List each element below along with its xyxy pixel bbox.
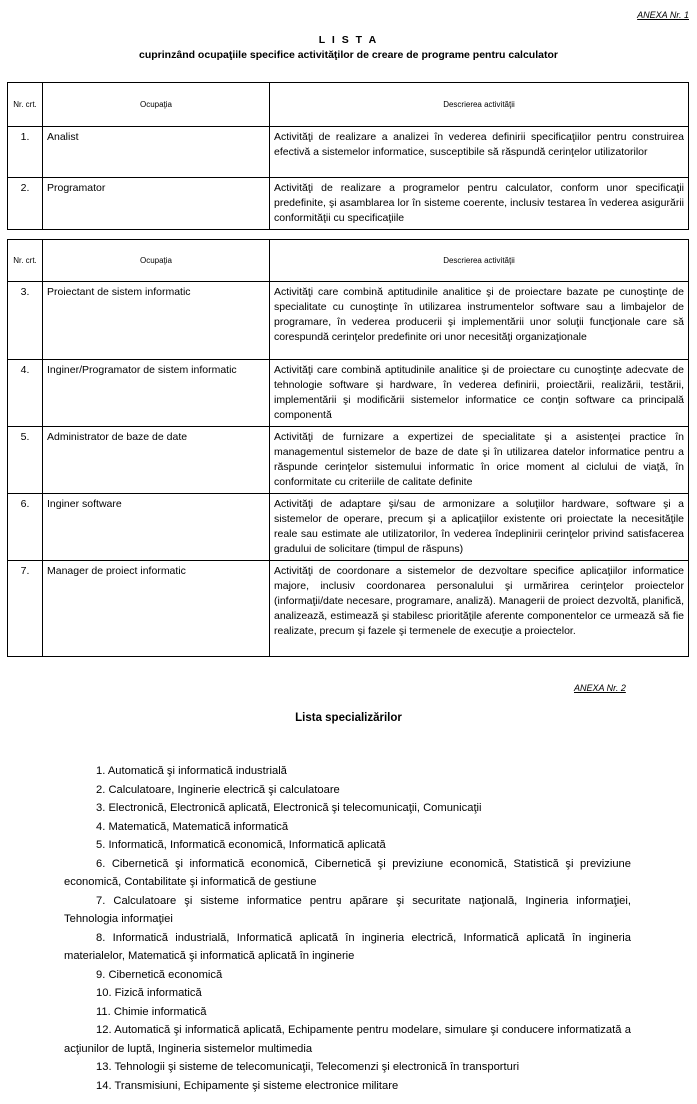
list-item: 5. Informatică, Informatică economică, Informatică aplicată [96, 839, 386, 851]
row-ocupatia: Proiectant de sistem informatic [43, 282, 270, 360]
row-nr: 1. [8, 127, 43, 178]
occupations-table-2 [7, 239, 689, 657]
list-item: 13. Tehnologii şi sisteme de telecomunicaţii, Telecomenzi şi electronică în transporturi [96, 1061, 520, 1073]
row-ocupatia: Administrator de baze de date [43, 427, 270, 494]
header-descriere: Descrierea activităţii [270, 83, 689, 127]
row-descriere: Activităţi care combină aptitudinile analitice şi de proiectare cu cunoştinţe adecvate de tehnologie software şi hardware, în vederea definirii, proiectării, realizării, testării, implementării şi modificării sistemelor informatice ce conţin software ca principală componentă [270, 360, 689, 427]
list-item: 11. Chimie informatică [96, 1005, 207, 1018]
list-title: L I S T A [318, 34, 379, 46]
table-row [8, 178, 689, 230]
row-ocupatia: Inginer/Programator de sistem informatic [43, 360, 270, 427]
row-descriere: Activităţi care combină aptitudinile analitice şi de proiectare bazate pe cunoştinţe de specialitate cu cunoştinţe în utilizarea instrumentelor software sau a limbajelor de programare, în vederea producerii şi implementării unor soluţii funcţionale care să corespundă cerinţelor predefinite ori unor necesităţi organizaţionale [270, 282, 689, 360]
list-item: 12. Automatică şi informatică aplicată, Echipamente pentru modelare, simulare şi conducere informatizată a acţiunilor de luptă, Ingineria sistemelor multimedia [64, 1024, 631, 1055]
row-nr: 7. [8, 561, 43, 657]
header-nr: Nr. crt. [8, 240, 43, 282]
list-item: 1. Automatică şi informatică industrială [96, 765, 287, 777]
row-ocupatia: Analist [43, 127, 270, 178]
header-nr: Nr. crt. [8, 83, 43, 127]
row-descriere: Activităţi de realizare a programelor pentru calculator, conform unor specificaţii predefinite, şi asamblarea lor în sisteme coerente, inclusiv testarea în vederea asigurării conformităţii cu specificaţiile [270, 178, 689, 230]
table-row [8, 282, 689, 360]
row-nr: 6. [8, 494, 43, 561]
table-row [8, 561, 689, 657]
list-item: 8. Informatică industrială, Informatică aplicată în ingineria electrică, Informatică aplicată în ingineria materialelor, Matematică şi informatică aplicată în inginerie [64, 931, 631, 962]
row-nr: 3. [8, 282, 43, 360]
table-row [8, 360, 689, 427]
header-ocupatia: Ocupaţia [43, 83, 270, 127]
annex-1-label: ANEXA Nr. 1 [637, 10, 689, 20]
header-descriere: Descrierea activităţii [270, 240, 689, 282]
list-item: 3. Electronică, Electronică aplicată, Electronică şi telecomunicaţii, Comunicaţii [96, 802, 482, 814]
row-descriere: Activităţi de realizare a analizei în vederea definirii specificaţiilor pentru construirea efectivă a sistemelor informatice, susceptibile să răspundă cerinţelor utilizatorilor [270, 127, 689, 178]
table-row [8, 127, 689, 178]
row-descriere: Activităţi de adaptare şi/sau de armonizare a soluţiilor hardware, software şi a sistemelor de operare, precum şi a aplicaţiilor existente ori proiectate la necesităţile reale sau estimate ale utilizatorilor, în vederea îndeplinirii cerinţelor privind satisfacerea gradului de solicitare (timpul de răspuns) [270, 494, 689, 561]
list-item: 10. Fizică informatică [96, 987, 202, 999]
row-ocupatia: Manager de proiect informatic [43, 561, 270, 657]
specializations-list [64, 762, 631, 1095]
list-item: 6. Cibernetică şi informatică economică, Cibernetică şi previziune economică, Statistică şi previziune economică, Contabilitate şi informatică de gestiune [64, 857, 631, 888]
row-descriere: Activităţi de coordonare a sistemelor de dezvoltare specifice aplicaţiilor informatice majore, inclusiv coordonarea personalului şi urmărirea cerinţelor proiectelor (informaţii/date necesare, programare, analiză). Managerii de proiect dezvoltă, planifică, analizează, estimează şi stabilesc priorităţile aferente componentelor ce urmează să fie realizate, precum şi fazele şi termenele de execuţie a proiectelor. [270, 561, 689, 657]
row-ocupatia: Programator [43, 178, 270, 230]
table-row [8, 494, 689, 561]
list-item: 7. Calculatoare şi sisteme informatice pentru apărare şi securitate naţională, Ingineria informaţiei, Tehnologia informaţiei [64, 894, 631, 925]
row-nr: 4. [8, 360, 43, 427]
row-nr: 2. [8, 178, 43, 230]
row-ocupatia: Inginer software [43, 494, 270, 561]
header-ocupatia: Ocupaţia [43, 240, 270, 282]
list-subtitle: cuprinzând ocupaţiile specifice activităţilor de creare de programe pentru calculator [139, 49, 558, 61]
list-item: 14. Transmisiuni, Echipamente şi sisteme electronice militare [96, 1079, 399, 1092]
list-item: 9. Cibernetică economică [96, 968, 223, 981]
occupations-table-1 [7, 82, 689, 230]
list-item: 4. Matematică, Matematică informatică [96, 820, 289, 833]
annex-2-label: ANEXA Nr. 2 [574, 683, 626, 693]
table-row [8, 427, 689, 494]
list-item: 2. Calculatoare, Inginerie electrică şi calculatoare [96, 783, 340, 796]
specializations-title: Lista specializărilor [295, 712, 402, 724]
table-header-row [8, 240, 689, 282]
row-descriere: Activităţi de furnizare a expertizei de specialitate şi a asistenţei practice în managementul sistemelor de baze de date şi în utilizarea datelor informatice pentru a răspunde cerinţelor sistemului informatic în orice moment al ciclului de viaţă, în conformitate cu criteriile de calitate definite [270, 427, 689, 494]
row-nr: 5. [8, 427, 43, 494]
list-title-block [0, 34, 697, 61]
table-header-row [8, 83, 689, 127]
